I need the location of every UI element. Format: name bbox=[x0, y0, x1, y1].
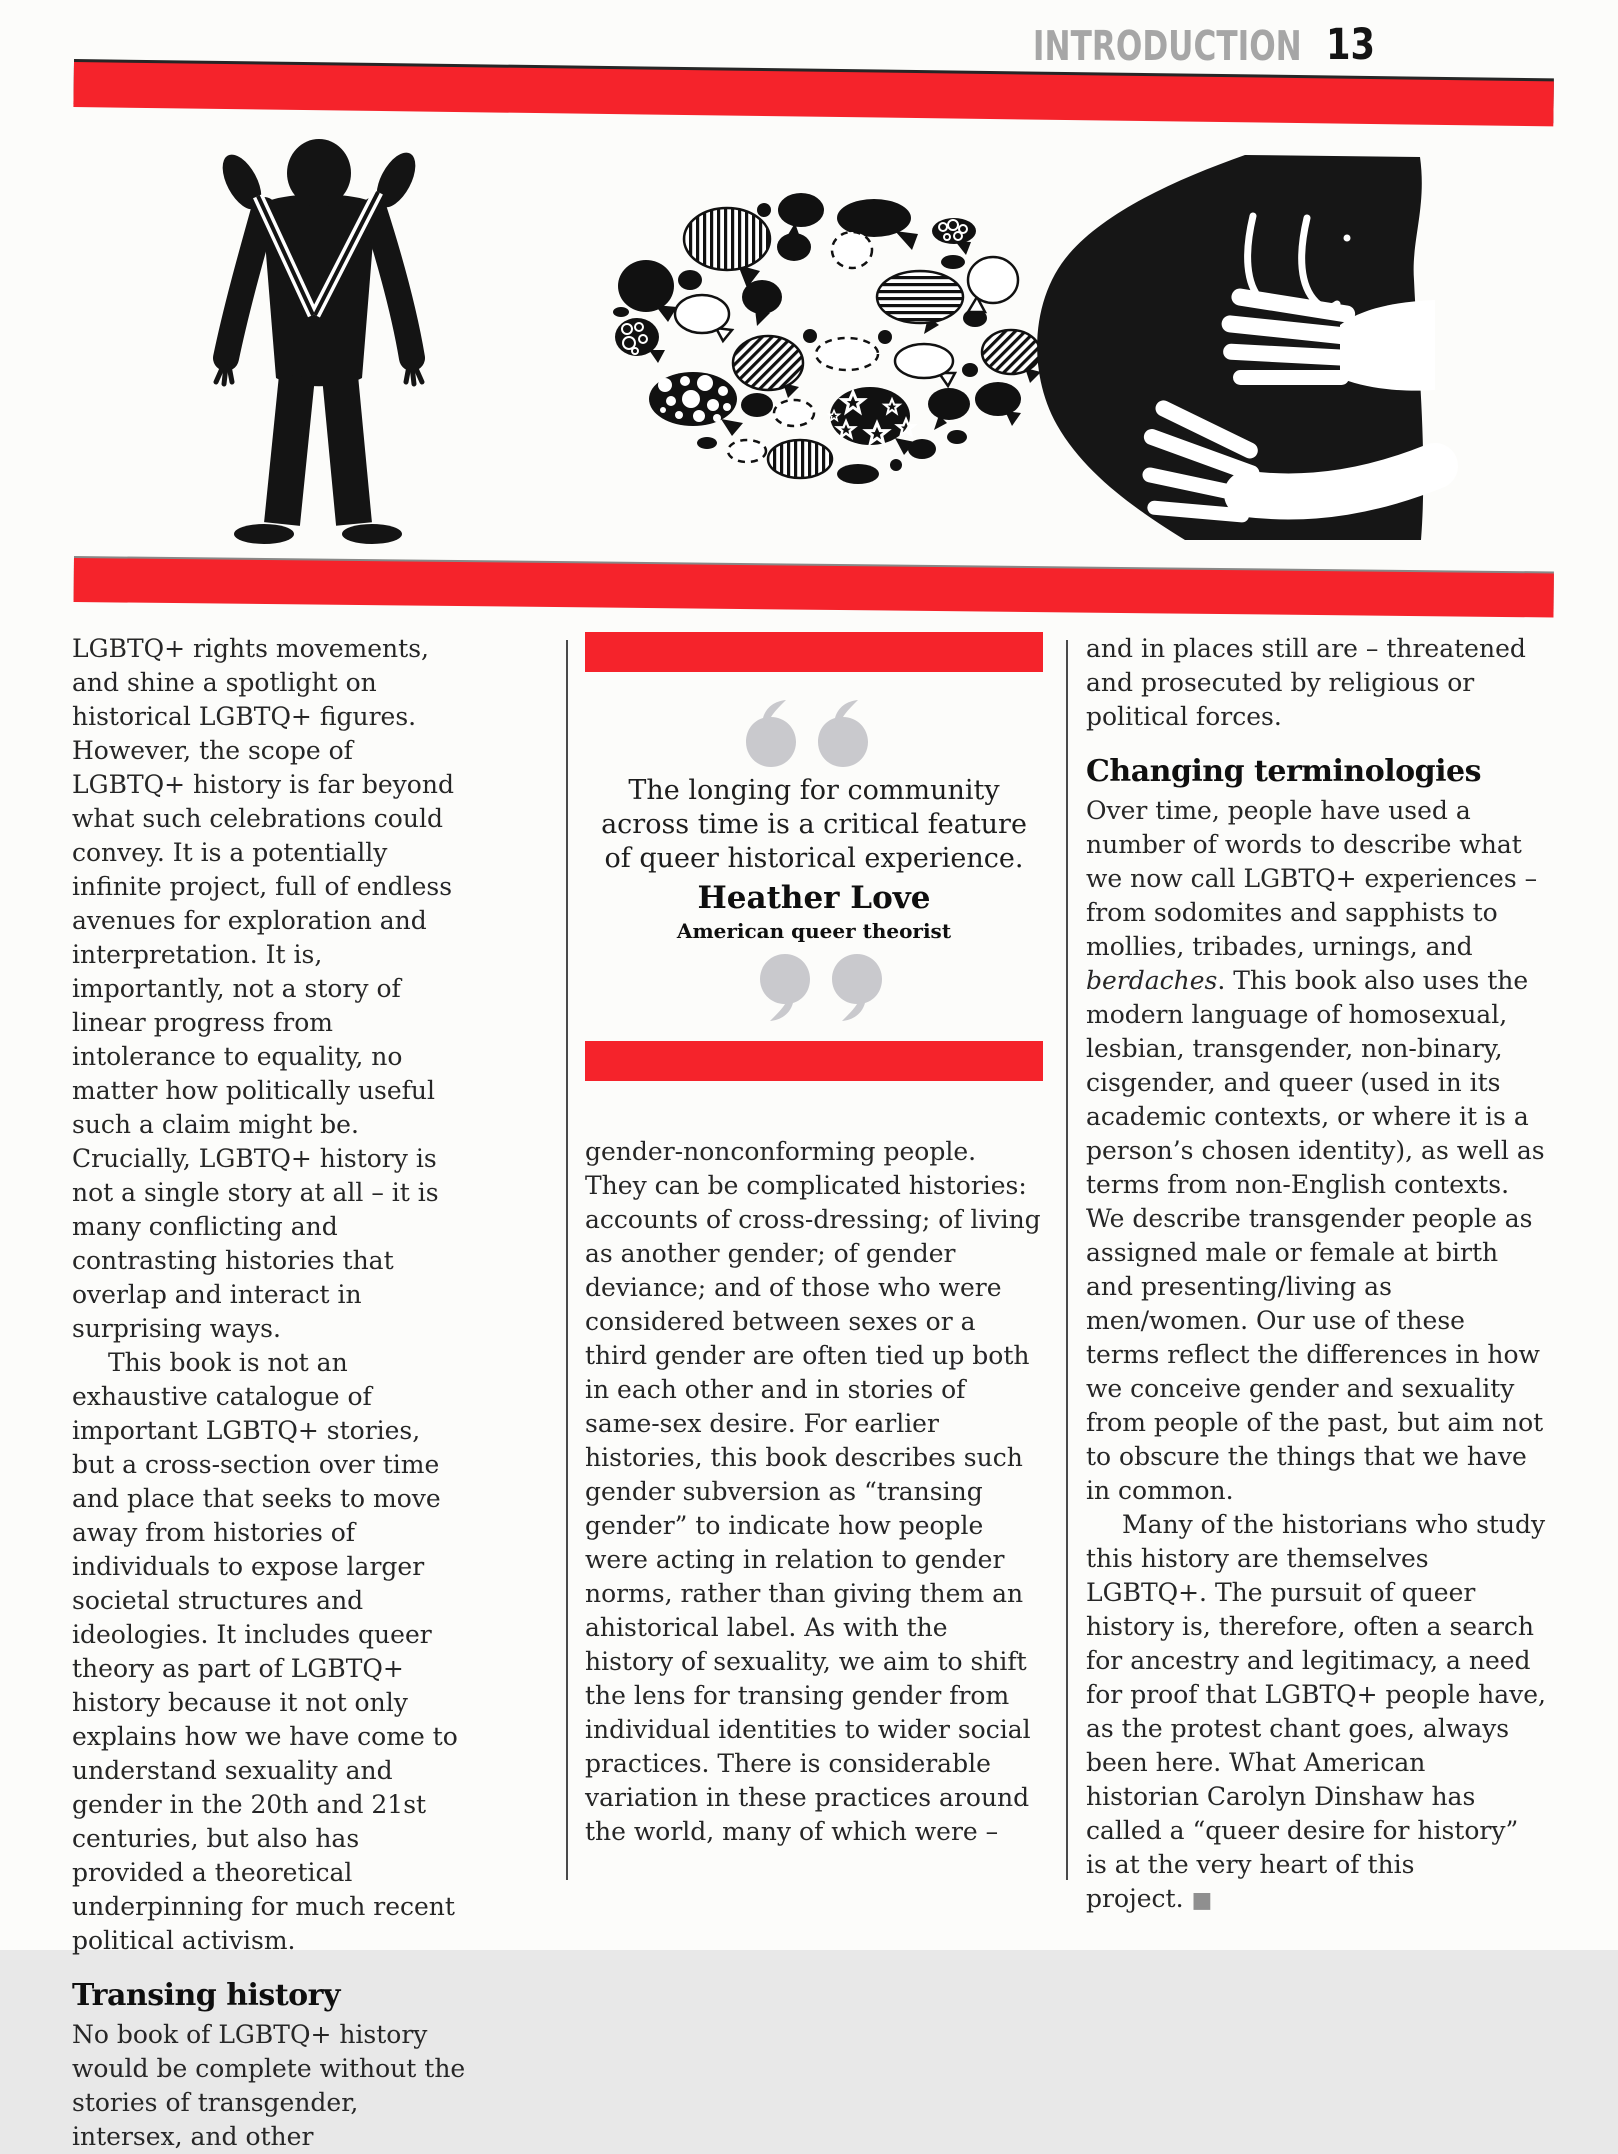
column-divider-2 bbox=[1066, 640, 1068, 1880]
pull-quote-box bbox=[585, 632, 1043, 1081]
page-number: 13 bbox=[1326, 20, 1376, 70]
quote-attribution-role: American queer theorist bbox=[676, 919, 952, 943]
paragraph: gender-nonconforming people. They can be complicated histories: accounts of cross-dressing; of living as another gender; of gender deviance; and of those who were considered between sexes or a third gender are often tied up both in each other and in stories of same-sex desire. For earlier histories, this book describes such gender subversion as “transing gender” to indicate how people were acting in relation to gender norms, rather than giving them an ahistorical label. As with the history of sexuality, we aim to shift the lens for transing gender from individual identities to wider social practices. There is considerable variation in these practices around the world, many of which were – bbox=[585, 1137, 1041, 1846]
end-mark: ■ bbox=[1191, 1888, 1213, 1913]
paragraph: This book is not an exhaustive catalogue of important LGBTQ+ stories, but a cross-section over time and place that seeks to move away from histories of individuals to expose larger societal structures and ideologies. It includes queer theory as part of LGBTQ+ history because it not only explains how we have come to understand sexuality and gender in the 20th and 21st centuries, but also has provided a theoretical underpinning for much recent political activism. bbox=[72, 1348, 458, 1955]
paragraph: No book of LGBTQ+ history would be complete without the stories of transgender, intersex, and other bbox=[72, 2020, 466, 2151]
open-quote-icon bbox=[739, 698, 889, 770]
paragraph: and in places still are – threatened and prosecuted by religious or political forces. bbox=[1086, 634, 1526, 731]
pregnant-torso-with-hands-icon bbox=[995, 150, 1435, 545]
column-2 bbox=[585, 632, 1043, 1849]
paragraph: Over time, people have used a number of words to describe what we now call LGBTQ+ experiences – from sodomites and sapphists to mollies, tribades, urnings, and berdaches. This book also uses the modern language of homosexual, lesbian, transgender, non-binary, cisgender, and queer (used in its academic contexts, or where it is a person’s chosen identity), as well as terms from non-English contexts. We describe transgender people as assigned male or female at birth and presenting/living as men/women. Our use of these terms reflect the differences in how we conceive gender and sexuality from people of the past, but aim not to obscure the things that we have in common. bbox=[1086, 796, 1545, 1505]
column-divider-1 bbox=[566, 640, 568, 1880]
person-with-crossed-spoons-icon bbox=[212, 138, 427, 548]
quote-attribution: Heather Love bbox=[697, 880, 931, 916]
column-1 bbox=[72, 632, 468, 2154]
section-label: INTRODUCTION bbox=[1033, 22, 1303, 70]
close-quote-icon bbox=[739, 951, 889, 1023]
quote-bar-bottom bbox=[585, 1041, 1043, 1081]
red-bar-middle bbox=[74, 558, 1554, 617]
speech-bubble-cluster-icon bbox=[605, 185, 1050, 485]
column-3 bbox=[1086, 632, 1546, 1918]
quote-text: The longing for community across time is a critical feature of queer historical experience. bbox=[601, 775, 1027, 874]
section-heading: Transing history bbox=[72, 1978, 340, 2013]
quote-bar-top bbox=[585, 632, 1043, 672]
paragraph bbox=[1086, 1508, 1546, 1918]
red-bar-top bbox=[73, 62, 1553, 126]
section-heading: Changing terminologies bbox=[1086, 754, 1482, 789]
paragraph: LGBTQ+ rights movements, and shine a spotlight on historical LGBTQ+ figures. However, the scope of LGBTQ+ history is far beyond what such celebrations could convey. It is a potentially infinite project, full of endless avenues for exploration and interpretation. It is, importantly, not a story of linear progress from intolerance to equality, no matter how politically useful such a claim might be. Crucially, LGBTQ+ history is not a single story at all – it is many conflicting and contrasting histories that overlap and interact in surprising ways. bbox=[72, 634, 454, 1343]
page-header bbox=[948, 20, 1386, 70]
paragraph-text: Many of the historians who study this history are themselves LGBTQ+. The pursuit of queer history is, therefore, often a search for ancestry and legitimacy, a need for proof that LGBTQ+ people have, as the protest chant goes, always been here. What American historian Carolyn Dinshaw has called a “queer desire for history” is at the very heart of this project. bbox=[1086, 1510, 1546, 1913]
